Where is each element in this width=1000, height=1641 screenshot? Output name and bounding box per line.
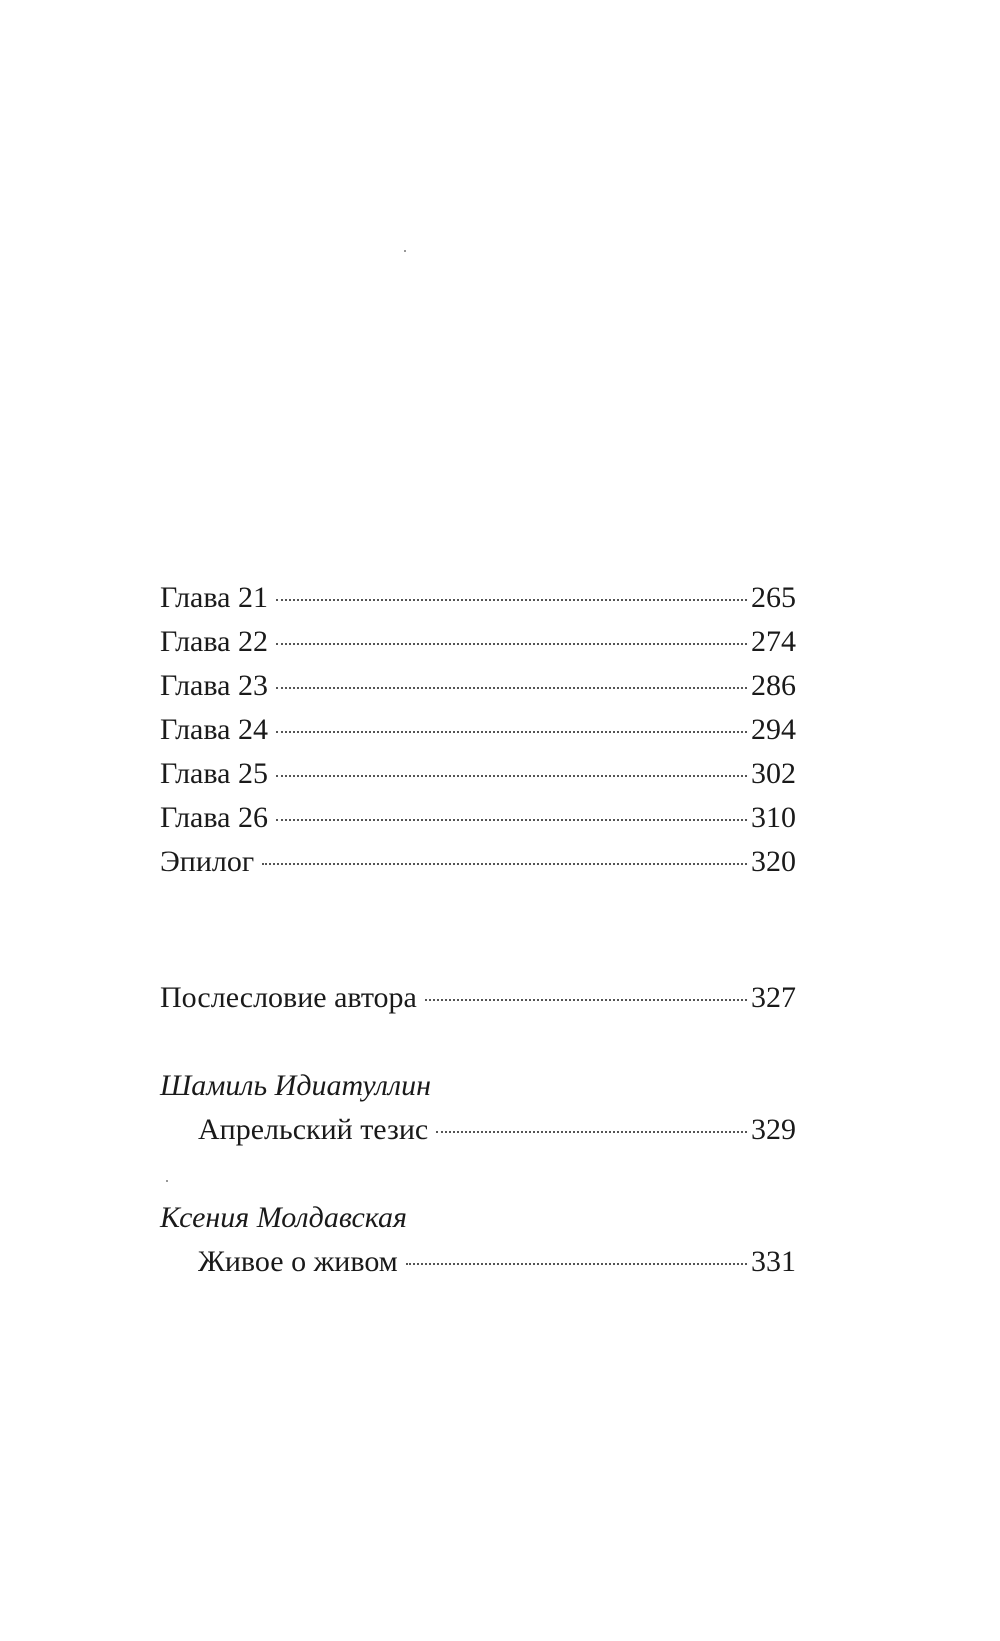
- dot-leader: [276, 775, 747, 777]
- toc-entry-label: Глава 22: [160, 625, 268, 658]
- dot-leader: [406, 1263, 747, 1265]
- dot-leader: [276, 687, 747, 689]
- dot-leader: [425, 999, 747, 1001]
- essay-author: Шамиль Идиатуллин: [160, 1069, 431, 1102]
- dot-leader: [276, 819, 747, 821]
- toc-entry-essay[interactable]: [160, 1240, 796, 1284]
- toc-entry-essay[interactable]: [160, 1108, 796, 1152]
- toc-entry-label: Глава 23: [160, 669, 268, 702]
- toc-entry-chapter-21[interactable]: [160, 576, 796, 620]
- toc-essay-2: [160, 1196, 796, 1284]
- print-speck: [166, 1180, 168, 1182]
- toc-entry-page: 327: [751, 981, 796, 1014]
- toc-entry-page: 331: [751, 1245, 796, 1278]
- toc-chapters: [160, 576, 796, 884]
- toc-essay-1: [160, 1064, 796, 1152]
- toc-entry-label: Глава 21: [160, 581, 268, 614]
- dot-leader: [276, 731, 747, 733]
- toc-entry-page: 302: [751, 757, 796, 790]
- toc-entry-page: 329: [751, 1113, 796, 1146]
- toc-entry-page: 265: [751, 581, 796, 614]
- essay-author: Ксения Молдавская: [160, 1201, 407, 1234]
- print-speck: [404, 250, 406, 252]
- toc-entry-page: 320: [751, 845, 796, 878]
- dot-leader: [436, 1131, 747, 1133]
- toc-entry-chapter-26[interactable]: [160, 796, 796, 840]
- toc-entry-label: Живое о живом: [198, 1245, 398, 1278]
- toc-entry-label: Апрельский тезис: [198, 1113, 429, 1146]
- toc-entry-label: Эпилог: [160, 845, 255, 878]
- toc-entry-label: Глава 26: [160, 801, 268, 834]
- toc-entry-page: 294: [751, 713, 796, 746]
- toc-entry-page: 274: [751, 625, 796, 658]
- toc-entry-chapter-22[interactable]: [160, 620, 796, 664]
- dot-leader: [262, 863, 747, 865]
- toc-entry-label: Послесловие автора: [160, 981, 417, 1014]
- toc-entry-label: Глава 25: [160, 757, 268, 790]
- toc-entry-page: 310: [751, 801, 796, 834]
- dot-leader: [276, 643, 747, 645]
- toc-entry-afterword[interactable]: [160, 976, 796, 1020]
- toc-entry-label: Глава 24: [160, 713, 268, 746]
- toc-afterword: [160, 976, 796, 1020]
- toc-entry-epilogue[interactable]: [160, 840, 796, 884]
- toc-entry-page: 286: [751, 669, 796, 702]
- toc-entry-chapter-23[interactable]: [160, 664, 796, 708]
- toc-entry-chapter-24[interactable]: [160, 708, 796, 752]
- toc-entry-chapter-25[interactable]: [160, 752, 796, 796]
- dot-leader: [276, 599, 747, 601]
